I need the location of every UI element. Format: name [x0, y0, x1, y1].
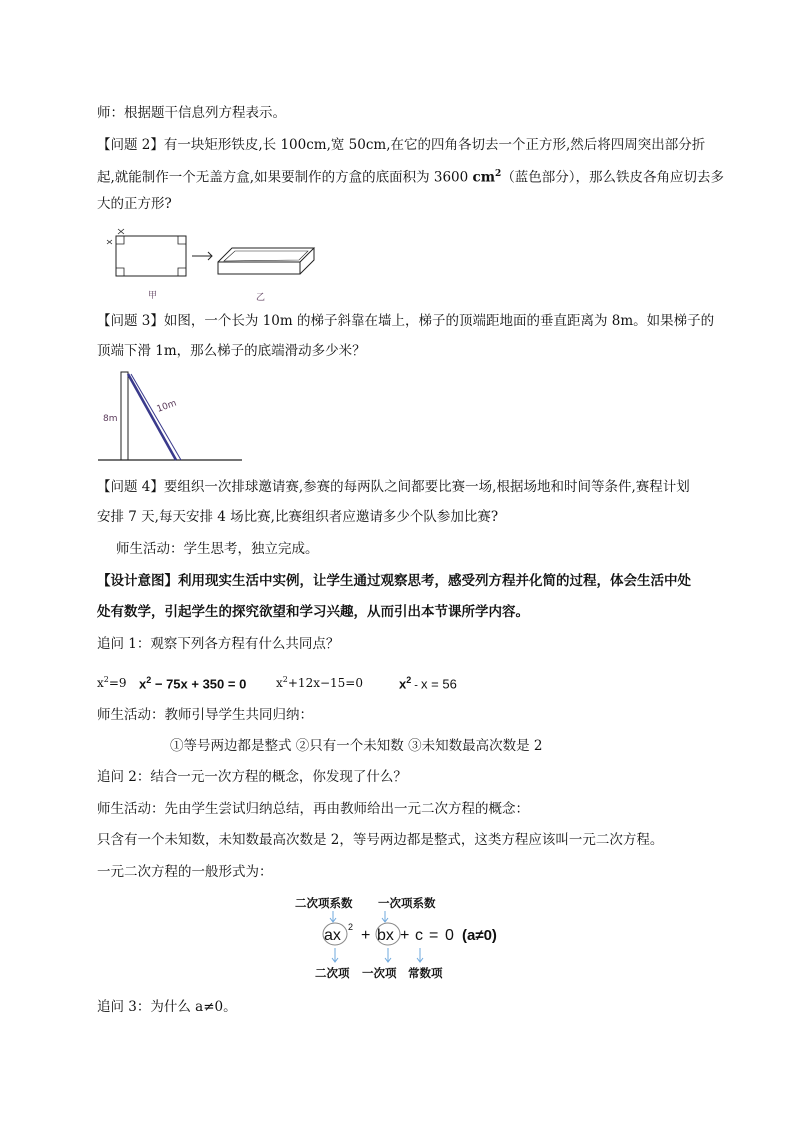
teacher-intro: 师：根据题干信息列方程表示。 — [97, 105, 286, 121]
problem2-line2a: 起,就能制作一个无盖方盒,如果要制作的方盒的底面积为 3600 — [97, 169, 473, 186]
definition: 只含有一个未知数，未知数最高次数是 2，等号两边都是整式，这类方程应该叫一元二次方程。 — [97, 832, 664, 848]
box-figure — [104, 222, 324, 304]
eq1-base: x — [97, 676, 104, 690]
box-front — [218, 262, 300, 274]
plus-1: + — [361, 927, 371, 944]
condition: (a≠0) — [462, 927, 497, 944]
cut-icon-left — [107, 240, 112, 244]
term-bx: bx — [377, 927, 394, 944]
term-ax: ax — [324, 927, 341, 944]
cut-icon-top — [118, 229, 124, 234]
eq4-rest: x = 56 — [421, 676, 457, 692]
equation-1 — [97, 670, 127, 693]
arrow-icon — [192, 252, 212, 260]
ladder-edge — [131, 374, 181, 460]
activity-2: 师生活动：教师引导学生共同归纳： — [97, 707, 313, 723]
problem2-line2b: （蓝色部分），那么铁皮各角应切去多 — [501, 169, 725, 186]
general-form-diagram — [290, 893, 530, 985]
label-sheet: 甲 — [148, 291, 158, 301]
label-constant-term: 常数项 — [408, 968, 443, 980]
design-intent-line1: 【设计意图】利用现实生活中实例，让学生通过观察思考，感受列方程并化简的过程，体会生活中处 — [97, 573, 691, 589]
eq3-rest: +12x−15=0 — [287, 676, 363, 690]
problem3-line1: 【问题 3】如图，一个长为 10m 的梯子斜靠在墙上，梯子的顶端距地面的垂直距离为 8m。如果梯子的 — [97, 313, 715, 329]
wall-label: 8m — [103, 414, 118, 424]
label-linear-coefficient: 一次项系数 — [378, 898, 436, 910]
followup-3: 追问 3：为什么 a≠0。 — [97, 999, 237, 1015]
eq4-base: x — [399, 676, 407, 692]
problem2-line2 — [97, 164, 724, 188]
term-c: c — [415, 927, 423, 944]
eq3-exp: 2 — [282, 675, 288, 684]
equation-3 — [276, 670, 363, 693]
equals-sign: = — [429, 927, 439, 944]
label-linear-term: 一次项 — [362, 968, 397, 980]
zero: 0 — [445, 927, 454, 944]
eq2-exp: 2 — [146, 675, 152, 685]
summary-points: ①等号两边都是整式 ②只有一个未知数 ③未知数最高次数是 2 — [170, 738, 543, 754]
problem2-line1: 【问题 2】有一块矩形铁皮,长 100cm,宽 50cm,在它的四角各切去一个正方形,然后将四周突出部分折 — [97, 137, 706, 153]
design-intent-line2: 处有数学，引起学生的探究欲望和学习兴趣，从而引出本节课所学内容。 — [97, 604, 529, 620]
plus-2: + — [400, 927, 410, 944]
activity-3: 师生活动：先由学生尝试归纳总结，再由教师给出一元二次方程的概念： — [97, 801, 529, 817]
eq2-base: x — [139, 676, 147, 692]
problem2-line3: 大的正方形? — [97, 196, 172, 212]
sheet-rectangle — [116, 236, 186, 276]
problem2-unit: cm — [472, 169, 496, 186]
box-top-rim — [218, 248, 314, 262]
eq4-minus: - — [411, 679, 422, 692]
box-inner-rim — [224, 251, 308, 261]
general-form-intro: 一元二次方程的一般形式为： — [97, 864, 273, 880]
ladder — [128, 374, 179, 460]
ladder-figure — [96, 368, 246, 464]
eq3-base: x — [276, 676, 283, 690]
equation-4 — [399, 670, 457, 695]
problem4-line2: 安排 7 天,每天安排 4 场比赛,比赛组织者应邀请多少个队参加比赛? — [97, 509, 499, 525]
problem2-unit-exponent: 2 — [495, 169, 502, 179]
corner-cut-marks — [116, 236, 186, 276]
problem4-line1: 【问题 4】要组织一次排球邀请赛,参赛的每两队之间都要比赛一场,根据场地和时间等条件,赛程计划 — [97, 479, 690, 495]
label-box: 乙 — [256, 293, 266, 303]
followup-2: 追问 2：结合一元一次方程的概念，你发现了什么？ — [97, 769, 407, 785]
term-ax-exponent: 2 — [348, 922, 354, 932]
eq1-rest: =9 — [108, 676, 127, 690]
activity-1: 师生活动：学生思考，独立完成。 — [116, 541, 319, 557]
ladder-label: 10m — [155, 398, 179, 415]
label-quadratic-term: 二次项 — [315, 968, 350, 980]
eq1-exp: 2 — [103, 675, 109, 684]
eq2-rest: − 75x + 350 = 0 — [151, 676, 247, 692]
equation-2 — [139, 670, 246, 694]
label-quadratic-coefficient: 二次项系数 — [295, 898, 353, 910]
problem3-line2: 顶端下滑 1m，那么梯子的底端滑动多少米？ — [97, 343, 366, 359]
eq4-exp: 2 — [406, 675, 412, 685]
wall — [121, 372, 128, 460]
followup-1: 追问 1：观察下列各方程有什么共同点？ — [97, 636, 340, 652]
